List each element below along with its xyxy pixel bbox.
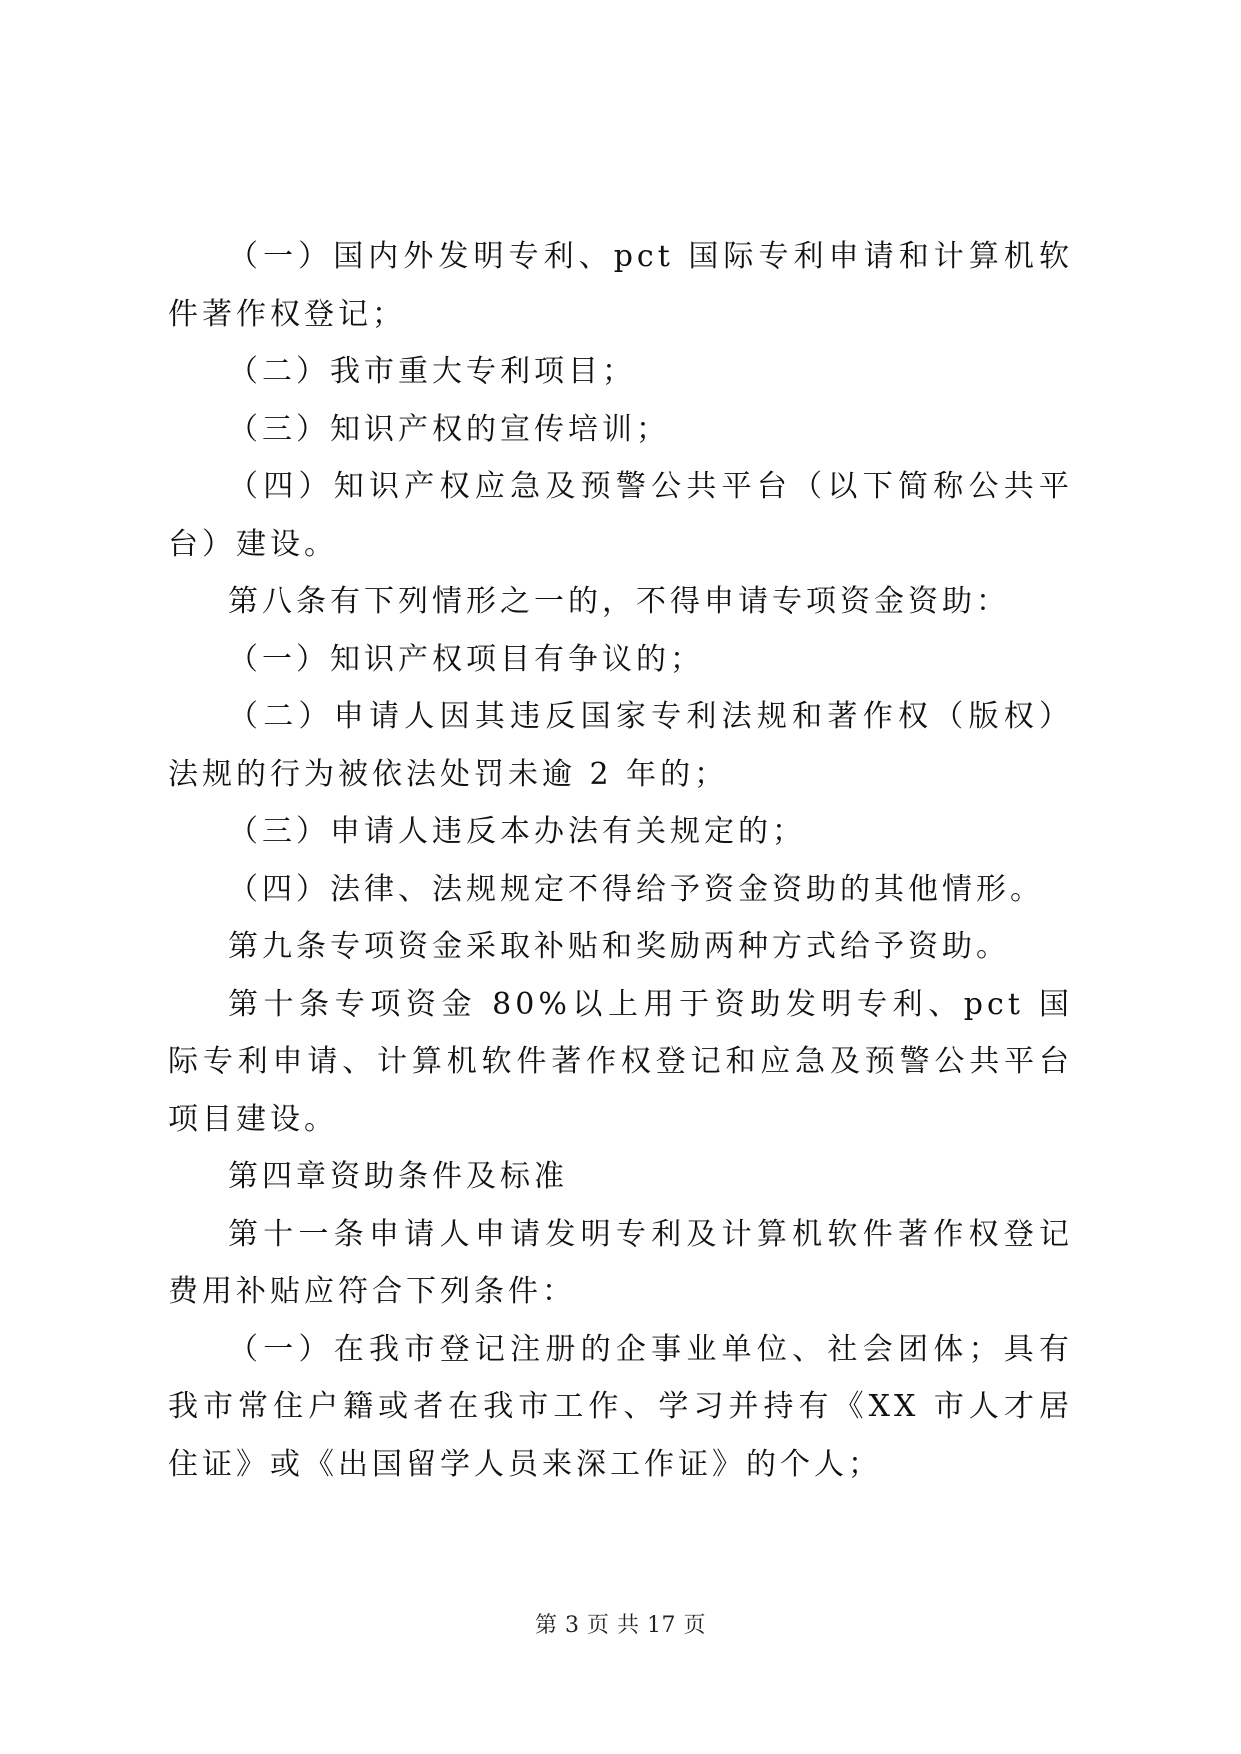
paragraph: （二）申请人因其违反国家专利法规和著作权（版权）法规的行为被依法处罚未逾 2 年的； [168,699,1073,792]
document-body [168,228,1073,1493]
paragraph: （四）知识产权应急及预警公共平台（以下简称公共平台）建设。 [168,469,1073,562]
paragraph: （一）在我市登记注册的企事业单位、社会团体；具有我市常住户籍或者在我市工作、学习并持有《XX 市人才居住证》或《出国留学人员来深工作证》的个人； [168,1331,1073,1482]
paragraph: （三）申请人违反本办法有关规定的； [228,814,806,849]
page-number-label: 第 3 页 共 17 页 [535,1613,706,1638]
paragraph: （四）法律、法规规定不得给予资金资助的其他情形。 [228,871,1044,907]
paragraph: 第八条有下列情形之一的，不得申请专项资金资助： [228,584,1010,619]
paragraph: （三）知识产权的宣传培训； [228,411,670,447]
paragraph: 第九条专项资金采取补贴和奖励两种方式给予资助。 [228,929,1010,964]
paragraph: 第十一条申请人申请发明专利及计算机软件著作权登记费用补贴应符合下列条件： [168,1216,1073,1309]
paragraph: （二）我市重大专利项目； [228,354,636,389]
section-heading: 第四章资助条件及标准 [228,1159,568,1194]
paragraph: （一）知识产权项目有争议的； [228,641,704,677]
paragraph: 第十条专项资金 80%以上用于资助发明专利、pct 国际专利申请、计算机软件著作权登记和应急及预警公共平台项目建设。 [168,986,1073,1137]
page-footer [0,1608,1241,1639]
paragraph: （一）国内外发明专利、pct 国际专利申请和计算机软件著作权登记； [168,239,1073,332]
